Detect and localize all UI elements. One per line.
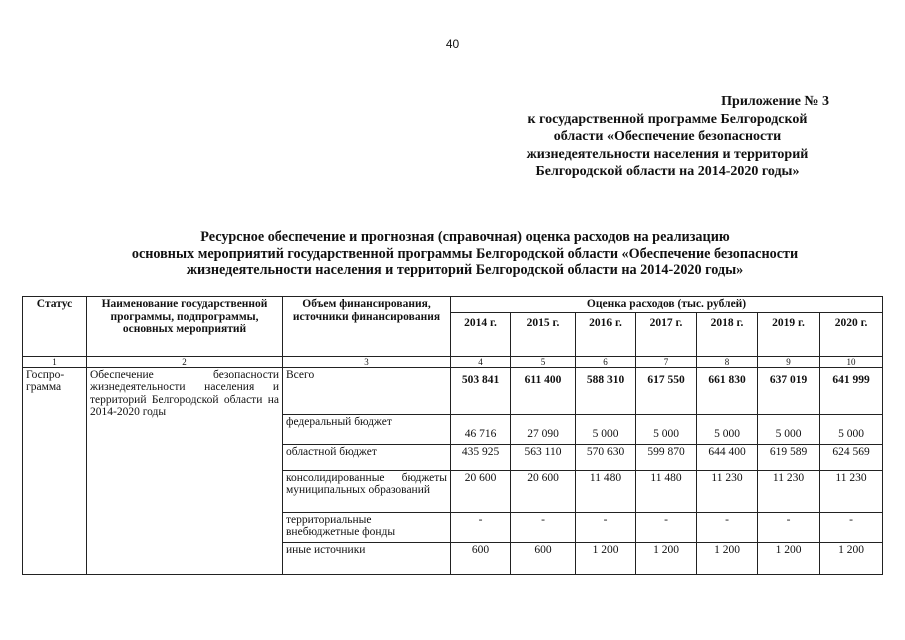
value-cell: 11 230 — [697, 470, 758, 512]
page-number: 40 — [445, 37, 460, 51]
value-cell: - — [451, 512, 511, 542]
value-cell: - — [576, 512, 636, 542]
program-name: Обеспечение безопасности жизнедеятельности населения и территорий Белгородской области на 2014-2020 годы — [87, 367, 283, 574]
value-cell: 563 110 — [511, 444, 576, 470]
value-cell: - — [511, 512, 576, 542]
value-cell: 637 019 — [758, 367, 820, 414]
value-cell: 661 830 — [697, 367, 758, 414]
value-cell: 5 000 — [636, 414, 697, 444]
appendix-line: области «Обеспечение безопасности — [553, 129, 782, 144]
value-cell: 11 480 — [636, 470, 697, 512]
funding-source: территориальные внебюджетные фонды — [283, 512, 451, 542]
value-cell: 1 200 — [820, 542, 883, 574]
value-cell: 644 400 — [697, 444, 758, 470]
value-cell: 46 716 — [451, 414, 511, 444]
value-cell: 617 550 — [636, 367, 697, 414]
value-cell: 1 200 — [576, 542, 636, 574]
appendix-line: к государственной программе Белгородской — [527, 111, 808, 127]
header-year: 2014 г. — [451, 312, 511, 356]
header-year: 2020 г. — [820, 312, 883, 356]
header-estimate: Оценка расходов (тыс. рублей) — [451, 297, 883, 313]
column-number: 9 — [758, 356, 820, 367]
value-cell: 619 589 — [758, 444, 820, 470]
header-year: 2015 г. — [511, 312, 576, 356]
value-cell: 503 841 — [451, 367, 511, 414]
header-year: 2017 г. — [636, 312, 697, 356]
table-row — [23, 367, 883, 414]
column-number: 4 — [451, 356, 511, 367]
title-line: Ресурсное обеспечение и прогнозная (справочная) оценка расходов на реализацию — [200, 229, 730, 245]
value-cell: 641 999 — [820, 367, 883, 414]
program-status: Госпро-грамма — [23, 367, 87, 574]
value-cell: 600 — [451, 542, 511, 574]
resource-table — [22, 296, 883, 575]
document-title — [70, 229, 860, 279]
value-cell: 1 200 — [697, 542, 758, 574]
column-number: 1 — [23, 356, 87, 367]
value-cell: 1 200 — [758, 542, 820, 574]
value-cell: 5 000 — [576, 414, 636, 444]
appendix-note — [500, 93, 835, 181]
value-cell: 20 600 — [451, 470, 511, 512]
value-cell: 11 230 — [820, 470, 883, 512]
value-cell: 588 310 — [576, 367, 636, 414]
value-cell: - — [697, 512, 758, 542]
funding-source: областной бюджет — [283, 444, 451, 470]
column-number: 10 — [820, 356, 883, 367]
value-cell: 11 230 — [758, 470, 820, 512]
header-volume: Объем финансирования, источники финансирования — [283, 297, 451, 357]
value-cell: 5 000 — [697, 414, 758, 444]
value-cell: 435 925 — [451, 444, 511, 470]
column-number: 5 — [511, 356, 576, 367]
appendix-title: Приложение № 3 — [721, 94, 829, 109]
header-year: 2019 г. — [758, 312, 820, 356]
header-status: Статус — [23, 297, 87, 357]
column-number: 2 — [87, 356, 283, 367]
value-cell: 1 200 — [636, 542, 697, 574]
funding-source: консолидированные бюджеты муниципальных образований — [283, 470, 451, 512]
funding-source: Всего — [283, 367, 451, 414]
value-cell: 570 630 — [576, 444, 636, 470]
value-cell: 5 000 — [758, 414, 820, 444]
value-cell: - — [636, 512, 697, 542]
appendix-line: жизнедеятельности населения и территорий — [526, 146, 809, 162]
appendix-line: Белгородской области на 2014-2020 годы» — [535, 164, 800, 179]
header-name: Наименование государственной программы, подпрограммы, основных мероприятий — [87, 297, 283, 357]
header-year: 2018 г. — [697, 312, 758, 356]
value-cell: 611 400 — [511, 367, 576, 414]
value-cell: 11 480 — [576, 470, 636, 512]
title-line: основных мероприятий государственной программы Белгородской области «Обеспечение безопасности — [131, 245, 799, 262]
funding-source: федеральный бюджет — [283, 414, 451, 444]
value-cell: 20 600 — [511, 470, 576, 512]
title-line: жизнедеятельности населения и территорий Белгородской области на 2014-2020 годы» — [186, 262, 744, 278]
value-cell: 600 — [511, 542, 576, 574]
value-cell: 5 000 — [820, 414, 883, 444]
value-cell: 599 870 — [636, 444, 697, 470]
column-number: 3 — [283, 356, 451, 367]
column-number: 7 — [636, 356, 697, 367]
header-year: 2016 г. — [576, 312, 636, 356]
column-number: 8 — [697, 356, 758, 367]
value-cell: 624 569 — [820, 444, 883, 470]
value-cell: - — [758, 512, 820, 542]
value-cell: 27 090 — [511, 414, 576, 444]
value-cell: - — [820, 512, 883, 542]
column-number: 6 — [576, 356, 636, 367]
funding-source: иные источники — [283, 542, 451, 574]
